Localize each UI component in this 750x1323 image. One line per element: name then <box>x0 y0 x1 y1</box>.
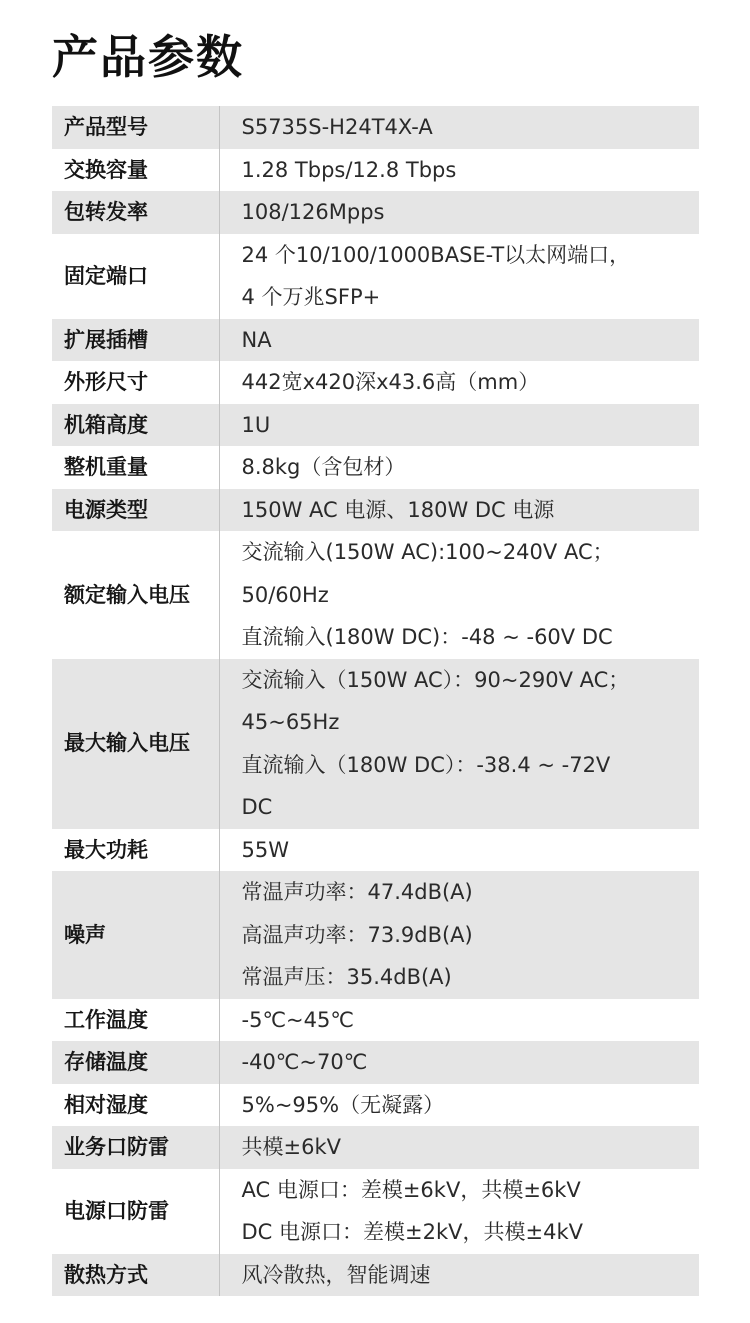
spec-value-line: -5℃~45℃ <box>241 1007 354 1032</box>
spec-row <box>52 234 699 319</box>
spec-row <box>52 1126 699 1169</box>
spec-table <box>52 106 699 1296</box>
spec-label: 固定端口 <box>52 234 219 319</box>
spec-value-line: S5735S-H24T4X-A <box>241 115 433 139</box>
spec-value <box>219 319 699 362</box>
spec-row <box>52 149 699 192</box>
spec-value-line: 8.8kg（含包材） <box>241 455 406 479</box>
spec-label: 外形尺寸 <box>52 361 219 404</box>
spec-label: 最大输入电压 <box>52 659 219 829</box>
spec-value-line: 高温声功率：73.9dB(A) <box>241 922 473 947</box>
spec-value-line: 1.28 Tbps/12.8 Tbps <box>241 157 457 182</box>
spec-value <box>219 1041 699 1084</box>
spec-value <box>219 404 699 447</box>
spec-label: 相对湿度 <box>52 1084 219 1127</box>
spec-value-line: -40℃~70℃ <box>241 1050 368 1074</box>
spec-value-line: 4 个万兆SFP+ <box>241 285 381 309</box>
spec-value <box>219 1169 699 1254</box>
spec-value <box>219 531 699 659</box>
spec-row <box>52 1169 699 1254</box>
spec-row <box>52 319 699 362</box>
spec-label: 扩展插槽 <box>52 319 219 362</box>
page-title: 产品参数 <box>52 30 244 84</box>
spec-value <box>219 1126 699 1169</box>
spec-label: 存储温度 <box>52 1041 219 1084</box>
spec-label: 整机重量 <box>52 446 219 489</box>
spec-label: 包转发率 <box>52 191 219 234</box>
spec-row <box>52 659 699 829</box>
spec-value <box>219 361 699 404</box>
spec-value-line: 交流输入（150W AC）：90~290V AC； <box>241 667 630 692</box>
spec-label: 工作温度 <box>52 999 219 1042</box>
spec-label: 机箱高度 <box>52 404 219 447</box>
spec-value-line: NA <box>241 327 272 352</box>
spec-value-line: 5%~95%（无凝露） <box>241 1092 445 1117</box>
spec-value-line: 1U <box>241 412 271 437</box>
spec-label: 散热方式 <box>52 1254 219 1297</box>
spec-value <box>219 829 699 872</box>
spec-value <box>219 489 699 532</box>
spec-label: 产品型号 <box>52 106 219 149</box>
spec-value <box>219 871 699 999</box>
spec-row <box>52 361 699 404</box>
spec-value-line: 442宽x420深x43.6高（mm） <box>241 370 540 394</box>
spec-label: 电源口防雷 <box>52 1169 219 1254</box>
spec-value-line: 常温声压：35.4dB(A) <box>241 965 452 989</box>
spec-label: 交换容量 <box>52 149 219 192</box>
spec-value <box>219 446 699 489</box>
spec-row <box>52 1254 699 1297</box>
spec-value <box>219 106 699 149</box>
spec-value-line: 共模±6kV <box>241 1135 341 1159</box>
spec-value-line: 50/60Hz <box>241 582 329 607</box>
spec-value-line: 风冷散热，智能调速 <box>241 1262 431 1287</box>
spec-value-line: 交流输入(150W AC):100~240V AC； <box>241 540 614 564</box>
spec-value-line: 常温声功率：47.4dB(A) <box>241 880 473 904</box>
spec-value-line: AC 电源口：差模±6kV，共模±6kV <box>241 1177 581 1202</box>
spec-row <box>52 1084 699 1127</box>
spec-value-line: DC <box>241 795 273 819</box>
spec-row <box>52 531 699 659</box>
spec-value-line: 45~65Hz <box>241 710 340 734</box>
spec-value-line: 24 个10/100/1000BASE-T以太网端口， <box>241 242 631 267</box>
spec-row <box>52 871 699 999</box>
spec-row <box>52 404 699 447</box>
spec-value <box>219 659 699 829</box>
spec-value-line: 108/126Mpps <box>241 200 385 224</box>
spec-label: 电源类型 <box>52 489 219 532</box>
spec-label: 最大功耗 <box>52 829 219 872</box>
spec-row <box>52 446 699 489</box>
spec-label: 额定输入电压 <box>52 531 219 659</box>
spec-row <box>52 191 699 234</box>
spec-row <box>52 999 699 1042</box>
spec-value <box>219 1084 699 1127</box>
spec-value <box>219 999 699 1042</box>
spec-label: 噪声 <box>52 871 219 999</box>
spec-value-line: 55W <box>241 837 289 862</box>
spec-value <box>219 191 699 234</box>
spec-row <box>52 489 699 532</box>
spec-row <box>52 106 699 149</box>
spec-value <box>219 1254 699 1297</box>
spec-value <box>219 149 699 192</box>
spec-value <box>219 234 699 319</box>
spec-value-line: 直流输入（180W DC）：-38.4 ~ -72V <box>241 752 611 777</box>
spec-value-line: DC 电源口：差模±2kV，共模±4kV <box>241 1220 583 1244</box>
spec-label: 业务口防雷 <box>52 1126 219 1169</box>
spec-value-line: 150W AC 电源、180W DC 电源 <box>241 497 555 522</box>
spec-value-line: 直流输入(180W DC)：-48 ~ -60V DC <box>241 625 613 649</box>
spec-row <box>52 1041 699 1084</box>
spec-row <box>52 829 699 872</box>
spec-table-body <box>52 106 699 1296</box>
